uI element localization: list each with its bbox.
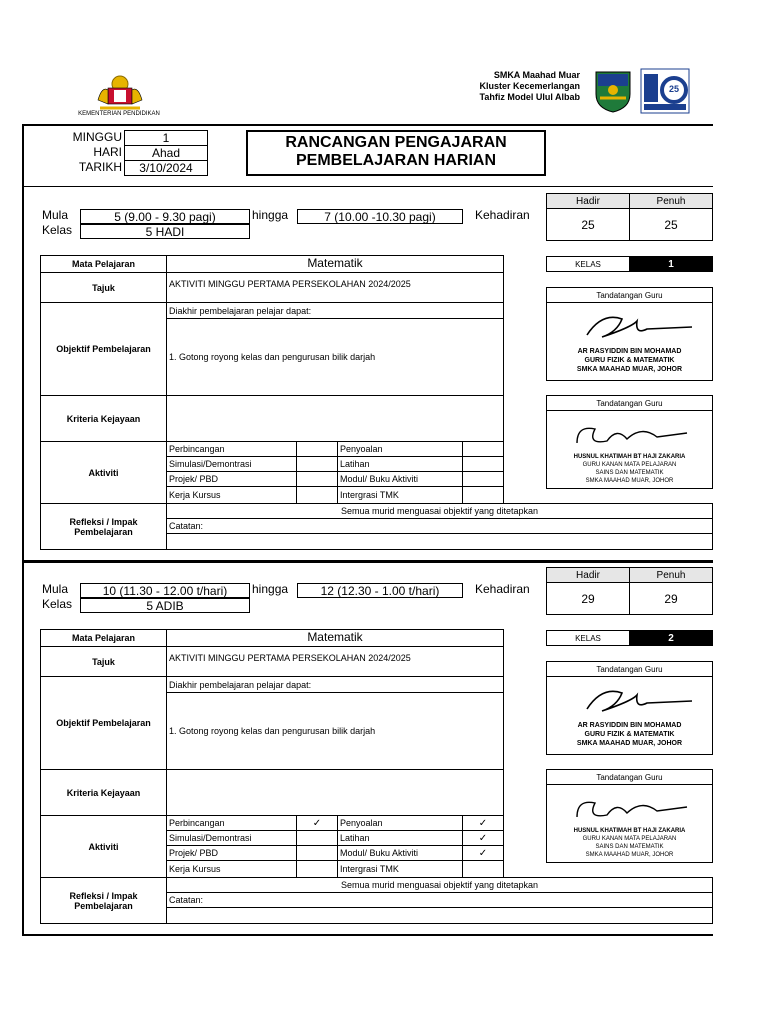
signature-scribble-1 bbox=[547, 681, 712, 721]
sig2-line-2: GURU KANAN MATA PELAJARAN bbox=[582, 836, 677, 842]
hari-label: HARI bbox=[93, 145, 122, 159]
hingga-value: 12 (12.30 - 1.00 t/hari) bbox=[297, 583, 463, 598]
school-crest-logo bbox=[592, 68, 634, 114]
check-projek bbox=[296, 471, 338, 487]
act-projek: Projek/ PBD bbox=[166, 845, 297, 861]
school-cluster: Kluster Kecemerlangan bbox=[479, 81, 580, 91]
frame-left-line bbox=[22, 124, 24, 936]
kelas-value: 5 HADI bbox=[80, 224, 250, 239]
hingga-value: 7 (10.00 -10.30 pagi) bbox=[297, 209, 463, 224]
sig1-line-1: AR RASYIDDIN BIN MOHAMAD bbox=[577, 348, 682, 355]
sig2-line-4: SMKA MAAHAD MUAR, JOHOR bbox=[585, 478, 674, 484]
document-title bbox=[246, 130, 546, 176]
mata-pelajaran-label: Mata Pelajaran bbox=[40, 629, 167, 647]
school-model: Tahfiz Model Ulul Albab bbox=[479, 92, 580, 102]
check-penyoalan bbox=[462, 441, 504, 457]
refleksi-label bbox=[40, 503, 167, 550]
refleksi-label bbox=[40, 877, 167, 924]
mula-value: 10 (11.30 - 12.00 t/hari) bbox=[80, 583, 250, 598]
signature-box-2 bbox=[546, 410, 713, 489]
tandatangan-label-2: Tandatangan Guru bbox=[546, 395, 713, 411]
sig1-line-3: SMKA MAAHAD MUAR, JOHOR bbox=[576, 740, 683, 747]
penuh-value: 29 bbox=[629, 582, 713, 615]
sig2-line-4: SMKA MAAHAD MUAR, JOHOR bbox=[585, 852, 674, 858]
kriteria-label: Kriteria Kejayaan bbox=[40, 769, 167, 816]
refleksi-value: Semua murid menguasai objektif yang ditetapkan bbox=[166, 877, 713, 893]
tajuk-value: AKTIVITI MINGGU PERTAMA PERSEKOLAHAN 2024/2025 bbox=[166, 272, 504, 303]
signature-scribble-1 bbox=[547, 307, 712, 347]
hari-value: Ahad bbox=[124, 145, 208, 161]
mata-pelajaran-label: Mata Pelajaran bbox=[40, 255, 167, 273]
kriteria-value bbox=[166, 769, 504, 816]
signature-scribble-2 bbox=[547, 789, 712, 825]
sig1-line-2: GURU FIZIK & MATEMATIK bbox=[584, 731, 675, 738]
refleksi-label-2: Pembelajaran bbox=[74, 900, 133, 911]
hadir-value: 29 bbox=[546, 582, 630, 615]
hadir-value: 25 bbox=[546, 208, 630, 241]
check-tmk bbox=[462, 860, 504, 878]
catatan-value bbox=[166, 533, 713, 550]
aktiviti-label: Aktiviti bbox=[40, 815, 167, 878]
check-tmk bbox=[462, 486, 504, 504]
check-modul bbox=[462, 471, 504, 487]
refleksi-label-1: Refleksi / Impak bbox=[69, 890, 138, 901]
signature-box-2 bbox=[546, 784, 713, 863]
check-modul: ✓ bbox=[462, 845, 504, 861]
kelas-label: Kelas bbox=[42, 223, 73, 237]
refleksi-label-2: Pembelajaran bbox=[74, 526, 133, 537]
tarikh-label: TARIKH bbox=[78, 160, 122, 174]
frame-top-line bbox=[22, 124, 713, 126]
objektif-intro: Diakhir pembelajaran pelajar dapat: bbox=[166, 676, 504, 693]
catatan-value bbox=[166, 907, 713, 924]
sig1-line-3: SMKA MAAHAD MUAR, JOHOR bbox=[576, 366, 683, 373]
check-kerja bbox=[296, 860, 338, 878]
ministry-crest-logo bbox=[88, 70, 152, 112]
badge-number: 25 bbox=[668, 84, 679, 94]
title-line-1: RANCANGAN PENGAJARAN bbox=[285, 134, 507, 151]
school-name: SMKA Maahad Muar bbox=[493, 70, 580, 80]
sig1-line-2: GURU FIZIK & MATEMATIK bbox=[584, 357, 675, 364]
kelas-value: 5 ADIB bbox=[80, 598, 250, 613]
objektif-label: Objektif Pembelajaran bbox=[40, 302, 167, 396]
section-divider-2 bbox=[22, 560, 713, 563]
hadir-header: Hadir bbox=[546, 567, 630, 583]
sig2-line-3: SAINS DAN MATEMATIK bbox=[595, 470, 664, 476]
act-tmk: Intergrasi TMK bbox=[337, 486, 463, 504]
minggu-label: MINGGU bbox=[72, 130, 122, 144]
frame-bottom-line bbox=[22, 934, 713, 936]
kriteria-value bbox=[166, 395, 504, 442]
act-perbincangan: Perbincangan bbox=[166, 815, 297, 831]
hadir-header: Hadir bbox=[546, 193, 630, 209]
act-simulasi: Simulasi/Demontrasi bbox=[166, 456, 297, 472]
check-perbincangan bbox=[296, 441, 338, 457]
objektif-value: 1. Gotong royong kelas dan pengurusan bilik darjah bbox=[166, 318, 504, 396]
kelas-label: Kelas bbox=[42, 597, 73, 611]
subject-value: Matematik bbox=[166, 255, 504, 273]
ministry-label: KEMENTERIAN PENDIDIKAN bbox=[78, 111, 160, 117]
act-modul: Modul/ Buku Aktiviti bbox=[337, 471, 463, 487]
check-perbincangan: ✓ bbox=[296, 815, 338, 831]
act-penyoalan: Penyoalan bbox=[337, 441, 463, 457]
catatan-label: Catatan: bbox=[166, 892, 713, 908]
title-line-2: PEMBELAJARAN HARIAN bbox=[295, 152, 496, 169]
refleksi-value: Semua murid menguasai objektif yang ditetapkan bbox=[166, 503, 713, 519]
mula-label: Mula bbox=[42, 582, 69, 596]
section-divider-1 bbox=[22, 186, 713, 187]
objektif-value: 1. Gotong royong kelas dan pengurusan bilik darjah bbox=[166, 692, 504, 770]
check-latihan: ✓ bbox=[462, 830, 504, 846]
mula-value: 5 (9.00 - 9.30 pagi) bbox=[80, 209, 250, 224]
act-perbincangan: Perbincangan bbox=[166, 441, 297, 457]
check-projek bbox=[296, 845, 338, 861]
mula-label: Mula bbox=[42, 208, 69, 222]
kehadiran-label: Kehadiran bbox=[475, 208, 530, 222]
sig1-line-1: AR RASYIDDIN BIN MOHAMAD bbox=[577, 722, 682, 729]
check-latihan bbox=[462, 456, 504, 472]
act-penyoalan: Penyoalan bbox=[337, 815, 463, 831]
objektif-label: Objektif Pembelajaran bbox=[40, 676, 167, 770]
kelas-box-value: 1 bbox=[629, 256, 713, 272]
check-kerja bbox=[296, 486, 338, 504]
signature-scribble-2 bbox=[547, 415, 712, 451]
sig2-line-1: HUSNUL KHATIMAH BT HAJI ZAKARIA bbox=[573, 454, 686, 460]
act-latihan: Latihan bbox=[337, 456, 463, 472]
signature-box-1 bbox=[546, 302, 713, 381]
tandatangan-label-1: Tandatangan Guru bbox=[546, 661, 713, 677]
hingga-label: hingga bbox=[252, 208, 289, 222]
subject-value: Matematik bbox=[166, 629, 504, 647]
minggu-value: 1 bbox=[124, 130, 208, 146]
catatan-label: Catatan: bbox=[166, 518, 713, 534]
refleksi-label-1: Refleksi / Impak bbox=[69, 516, 138, 527]
act-kerja: Kerja Kursus bbox=[166, 486, 297, 504]
tajuk-label: Tajuk bbox=[40, 272, 167, 303]
act-projek: Projek/ PBD bbox=[166, 471, 297, 487]
act-modul: Modul/ Buku Aktiviti bbox=[337, 845, 463, 861]
penuh-value: 25 bbox=[629, 208, 713, 241]
objektif-intro: Diakhir pembelajaran pelajar dapat: bbox=[166, 302, 504, 319]
tandatangan-label-2: Tandatangan Guru bbox=[546, 769, 713, 785]
tandatangan-label-1: Tandatangan Guru bbox=[546, 287, 713, 303]
kelas-box-label: KELAS bbox=[546, 630, 630, 646]
act-simulasi: Simulasi/Demontrasi bbox=[166, 830, 297, 846]
signature-box-1 bbox=[546, 676, 713, 755]
sig2-line-2: GURU KANAN MATA PELAJARAN bbox=[582, 462, 677, 468]
kehadiran-label: Kehadiran bbox=[475, 582, 530, 596]
sig2-line-1: HUSNUL KHATIMAH BT HAJI ZAKARIA bbox=[573, 828, 686, 834]
sig2-line-3: SAINS DAN MATEMATIK bbox=[595, 844, 664, 850]
check-penyoalan: ✓ bbox=[462, 815, 504, 831]
tajuk-value: AKTIVITI MINGGU PERTAMA PERSEKOLAHAN 2024/2025 bbox=[166, 646, 504, 677]
kelas-box-value: 2 bbox=[629, 630, 713, 646]
act-kerja: Kerja Kursus bbox=[166, 860, 297, 878]
tarikh-value: 3/10/2024 bbox=[124, 160, 208, 176]
hingga-label: hingga bbox=[252, 582, 289, 596]
check-simulasi bbox=[296, 456, 338, 472]
act-tmk: Intergrasi TMK bbox=[337, 860, 463, 878]
penuh-header: Penuh bbox=[629, 567, 713, 583]
tajuk-label: Tajuk bbox=[40, 646, 167, 677]
check-simulasi bbox=[296, 830, 338, 846]
act-latihan: Latihan bbox=[337, 830, 463, 846]
kriteria-label: Kriteria Kejayaan bbox=[40, 395, 167, 442]
kelas-box-label: KELAS bbox=[546, 256, 630, 272]
aktiviti-label: Aktiviti bbox=[40, 441, 167, 504]
anniversary-badge-logo bbox=[640, 68, 690, 114]
penuh-header: Penuh bbox=[629, 193, 713, 209]
